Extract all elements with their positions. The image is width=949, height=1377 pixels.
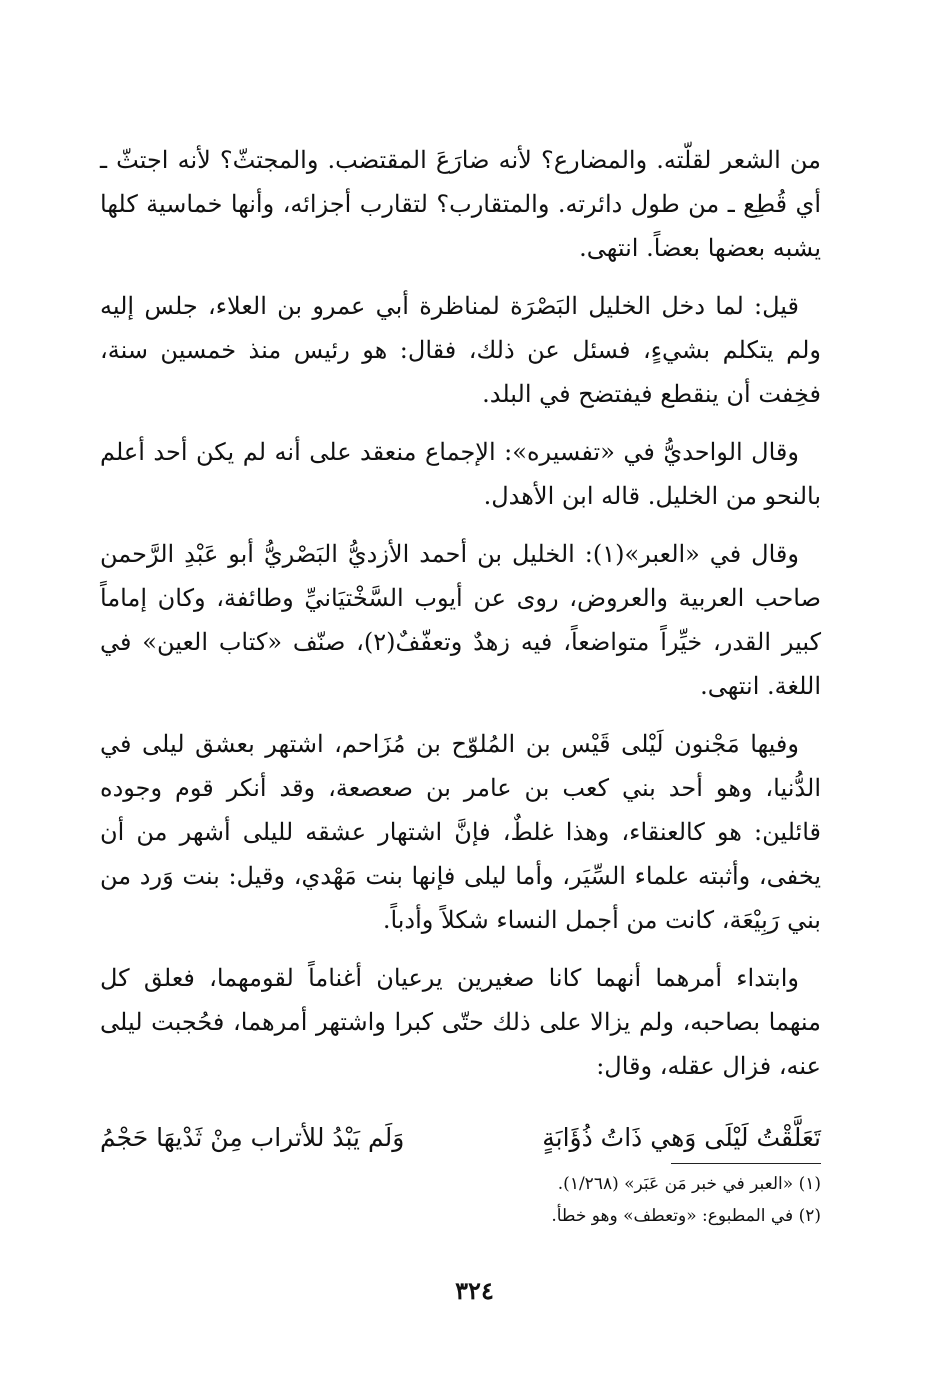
paragraph: وفيها مَجْنون لَيْلى قَيْس بن المُلوّح بن مُزَاحم، اشتهر بعشق ليلى في الدُّنيا، وهو أحد بني كعب بن عامر بن صعصعة، وقد أنكر قوم وجوده قائلين: هو كالعنقاء، وهذا غلطٌ، فإنَّ اشتهار عشقه لليلى أشهر من أن يخفى، وأثبته علماء السِّيَر، وأما ليلى فإنها بنت مَهْدي، وقيل: بنت وَرد من بني رَبِيْعَة، كانت من أجمل النساء شكلاً وأدباً. xyxy=(100,730,821,934)
footnote: (٢) في المطبوع: «وتعطف» وهو خطأ. xyxy=(551,1206,821,1226)
main-text xyxy=(100,138,821,1102)
footnote-divider xyxy=(671,1163,821,1164)
page-number: ٣٢٤ xyxy=(455,1276,494,1305)
paragraph: من الشعر لقلّته. والمضارع؟ لأنه ضارَعَ المقتضب. والمجتثّ؟ لأنه اجتثّ ـ أي قُطِع ـ من طول دائرته. والمتقارب؟ لتقارب أجزائه، وأنها خماسية كلها يشبه بعضها بعضاً. انتهى. xyxy=(100,146,821,262)
paragraph: وقال الواحديُّ في «تفسيره»: الإجماع منعقد على أنه لم يكن أحد أعلم بالنحو من الخليل. قاله ابن الأهدل. xyxy=(100,438,821,510)
paragraph: وابتداء أمرهما أنهما كانا صغيرين يرعيان أغناماً لقومهما، فعلق كل منهما بصاحبه، ولم يزالا على ذلك حتّى كبرا واشتهر أمرهما، فحُجبت ليلى عنه، فزال عقله، وقال: xyxy=(100,964,821,1080)
verse-first-hemistich: تَعَلَّقْتُ لَيْلَى وَهي ذَاتُ ذُؤَابَةٍ xyxy=(542,1123,821,1152)
verse-second-hemistich: وَلَم يَبْدُ للأتراب مِنْ ثَدْيهَا حَجْمُ xyxy=(100,1123,405,1152)
paragraph: قيل: لما دخل الخليل البَصْرَة لمناظرة أبي عمرو بن العلاء، جلس إليه ولم يتكلم بشيءٍ، فسئل عن ذلك، فقال: هو رئيس منذ خمسين سنة، فخِفت أن ينقطع فيفتضح في البلد. xyxy=(100,292,822,408)
footnotes xyxy=(100,1168,821,1232)
poetry-verse xyxy=(100,1118,821,1158)
footnote: (١) «العبر في خبر مَن عَبَر» (١/٢٦٨). xyxy=(557,1174,821,1194)
paragraph: وقال في «العبر»(١): الخليل بن أحمد الأزديُّ البَصْريُّ أبو عَبْدِ الرَّحمن صاحب العربية والعروض، روى عن أيوب السَّخْتيَانيِّ وطائفة، وكان إماماً كبير القدر، خيِّراً متواضعاً، فيه زهدٌ وتعفّفٌ(٢)، صنّف «كتاب العين» في اللغة. انتهى. xyxy=(100,540,821,700)
